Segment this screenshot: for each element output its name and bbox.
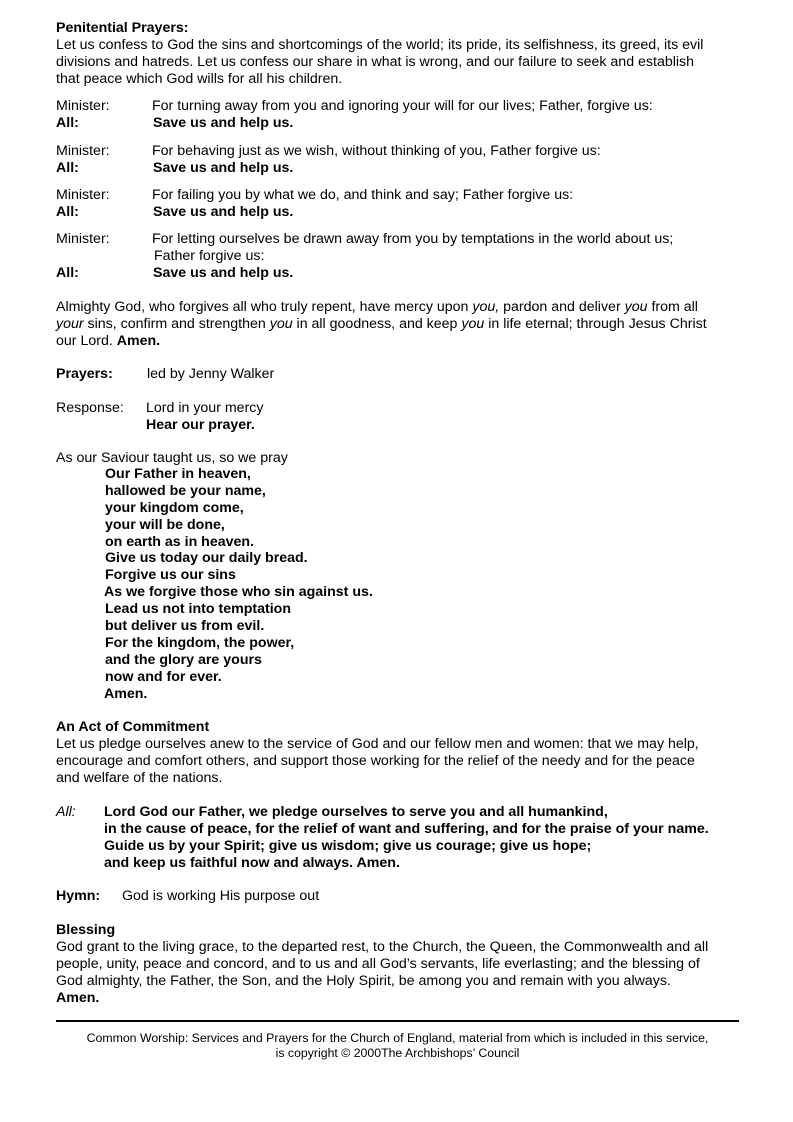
lords-prayer-line: but deliver us from evil. <box>105 618 265 635</box>
lords-prayer-line: Give us today our daily bread. <box>105 550 308 567</box>
absolution-text: in all goodness, and keep <box>292 315 462 332</box>
absolution-emphasis: you <box>624 299 648 315</box>
response-label: Response: <box>56 400 124 416</box>
all-label: All: <box>56 265 79 281</box>
hymn-section <box>56 888 746 905</box>
commitment-line: Guide us by your Spirit; give us wisdom; give us courage; give us hope; <box>104 837 592 854</box>
response-answer: Hear our prayer. <box>146 417 255 433</box>
response-call: Lord in your mercy <box>146 400 264 416</box>
blessing-amen: Amen. <box>56 989 100 1006</box>
prayers-section <box>56 366 746 383</box>
commitment-line: Lord God our Father, we pledge ourselves to serve you and all humankind, <box>104 804 608 820</box>
lords-prayer-line: on earth as in heaven. <box>105 533 255 550</box>
petition-4 <box>56 231 746 282</box>
absolution-text: from all <box>647 299 698 315</box>
lords-prayer-line: Lead us not into temptation <box>105 601 292 618</box>
petition-3 <box>56 187 746 221</box>
petition-response: Save us and help us. <box>153 204 294 220</box>
blessing-line-2: people, unity, peace and concord, and to us and all God’s servants, life everlasting; and the blessing of <box>56 955 700 972</box>
petition-text: For letting ourselves be drawn away from you by temptations in the world about us; <box>152 231 674 247</box>
copyright-line-2: is copyright © 2000The Archbishops’ Council <box>275 1046 520 1060</box>
petition-response: Save us and help us. <box>153 115 294 131</box>
prayers-response <box>56 400 746 434</box>
commitment-heading: An Act of Commitment <box>56 719 210 735</box>
all-label: All: <box>56 204 79 220</box>
petition-2 <box>56 143 746 177</box>
minister-label: Minister: <box>56 98 110 114</box>
blessing-heading: Blessing <box>56 922 116 938</box>
minister-label: Minister: <box>56 143 110 159</box>
commitment-section <box>56 719 746 787</box>
penitential-section <box>56 20 746 88</box>
commitment-intro-line-1: Let us pledge ourselves anew to the service of God and our fellow men and women: that we may help, <box>56 735 699 752</box>
commitment-line: in the cause of peace, for the relief of want and suffering, and for the praise of your name. <box>104 820 709 837</box>
lords-prayer-line: your kingdom come, <box>105 499 244 516</box>
petition-response: Save us and help us. <box>153 160 294 176</box>
blessing-section <box>56 922 746 1007</box>
lords-prayer-line: hallowed be your name, <box>105 482 266 499</box>
footer-divider <box>56 1020 739 1022</box>
absolution-emphasis: your <box>56 315 84 332</box>
all-label: All: <box>56 115 79 131</box>
commitment-intro-line-3: and welfare of the nations. <box>56 769 223 786</box>
prayers-leader: led by Jenny Walker <box>147 366 275 382</box>
absolution-text: in life eternal; through Jesus Christ <box>484 315 707 332</box>
commitment-all-label: All: <box>56 804 76 820</box>
commitment-line: and keep us faithful now and always. Amen. <box>104 854 400 871</box>
hymn-label: Hymn: <box>56 888 101 904</box>
lords-prayer-line: Our Father in heaven, <box>105 466 251 482</box>
lords-prayer-line: Forgive us our sins <box>105 567 236 584</box>
penitential-intro-line-3: that peace which God wills for all his children. <box>56 70 343 87</box>
copyright-footer <box>56 1031 739 1061</box>
blessing-line-1: God grant to the living grace, to the departed rest, to the Church, the Queen, the Commonwealth and all <box>56 938 709 955</box>
lords-prayer-line: now and for ever. <box>105 668 222 685</box>
petition-response: Save us and help us. <box>153 265 294 281</box>
prayers-label: Prayers: <box>56 366 113 382</box>
absolution-text: sins, confirm and strengthen <box>83 315 270 332</box>
copyright-line-1: Common Worship: Services and Prayers for the Church of England, material from which is included in this service, <box>86 1031 709 1045</box>
penitential-intro-line-2: divisions and hatreds. Let us confess our share in what is wrong, and our failure to seek and establish <box>56 53 695 70</box>
penitential-intro-line-1: Let us confess to God the sins and shortcomings of the world; its pride, its selfishness, its greed, its evil <box>56 36 704 53</box>
hymn-title: God is working His purpose out <box>122 888 320 904</box>
petition-text: For behaving just as we wish, without thinking of you, Father forgive us: <box>152 143 601 159</box>
absolution-amen: Amen. <box>116 332 161 349</box>
commitment-intro-line-2: encourage and comfort others, and support those working for the relief of the needy and for the peace <box>56 752 695 769</box>
commitment-response <box>104 804 709 872</box>
absolution-emphasis: you <box>461 315 485 332</box>
absolution-text: pardon and deliver <box>499 299 625 315</box>
penitential-heading: Penitential Prayers: <box>56 20 189 36</box>
petition-text-continued: Father forgive us: <box>154 248 265 264</box>
petition-text: For turning away from you and ignoring your will for our lives; Father, forgive us: <box>152 98 653 114</box>
absolution-emphasis: you, <box>472 299 500 315</box>
all-label: All: <box>56 160 79 176</box>
petition-1 <box>56 98 746 132</box>
lords-prayer-line: As we forgive those who sin against us. <box>104 584 373 601</box>
lords-prayer-line: and the glory are yours <box>105 651 262 668</box>
absolution-emphasis: you <box>269 315 293 332</box>
lords-prayer-intro-text: As our Saviour taught us, so we pray <box>56 450 288 466</box>
lords-prayer-intro <box>56 450 746 467</box>
lords-prayer-line: your will be done, <box>105 516 225 533</box>
petition-text: For failing you by what we do, and think and say; Father forgive us: <box>152 187 574 203</box>
blessing-line-3: God almighty, the Father, the Son, and the Holy Spirit, be among you and remain with you always. <box>56 972 671 989</box>
lords-prayer-line: For the kingdom, the power, <box>105 634 295 651</box>
absolution-text: our Lord. <box>56 332 117 349</box>
minister-label: Minister: <box>56 231 110 247</box>
lords-prayer-line: Amen. <box>104 685 148 702</box>
lords-prayer <box>105 466 373 702</box>
minister-label: Minister: <box>56 187 110 203</box>
absolution-text: Almighty God, who forgives all who truly repent, have mercy upon <box>56 299 473 315</box>
absolution-paragraph <box>56 299 746 350</box>
